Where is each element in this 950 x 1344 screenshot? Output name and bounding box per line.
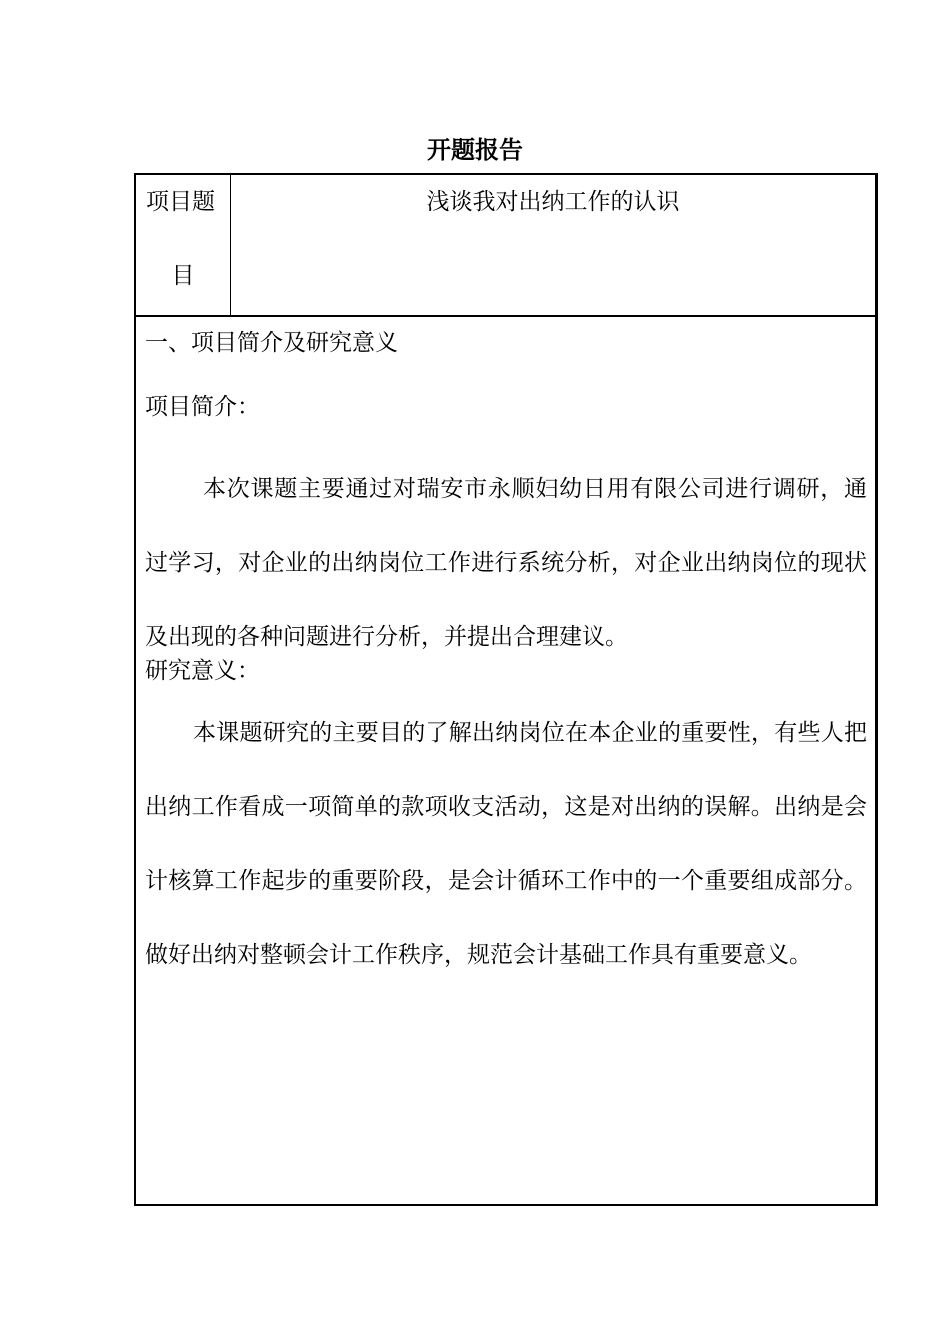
project-topic-label-cell xyxy=(136,175,231,315)
proposal-table xyxy=(134,173,878,1206)
significance-label: 研究意义： xyxy=(145,658,260,684)
intro-paragraph: 本次课题主要通过对瑞安市永顺妇幼日用有限公司进行调研，通过学习，对企业的出纳岗位工作进行系统分析，对企业出纳岗位的现状及出现的各种问题进行分析，并提出合理建议。 xyxy=(145,476,867,650)
project-topic-row xyxy=(136,175,875,317)
document-title: 开题报告 xyxy=(427,136,523,164)
project-topic-value: 浅谈我对出纳工作的认识 xyxy=(426,189,680,215)
significance-paragraph: 本课题研究的主要目的了解出纳岗位在本企业的重要性，有些人把出纳工作看成一项简单的款项收支活动，这是对出纳的误解。出纳是会计核算工作起步的重要阶段，是会计循环工作中的一个重要组成部分。做好出纳对整顿会计工作秩序，规范会计基础工作具有重要意义。 xyxy=(145,720,867,968)
project-topic-label-line2: 目 xyxy=(171,263,195,289)
intro-label: 项目简介： xyxy=(145,394,260,420)
project-intro-cell xyxy=(136,317,875,1204)
project-topic-label-line1: 项目题 xyxy=(146,189,215,215)
section-heading: 一、项目简介及研究意义 xyxy=(145,330,398,356)
